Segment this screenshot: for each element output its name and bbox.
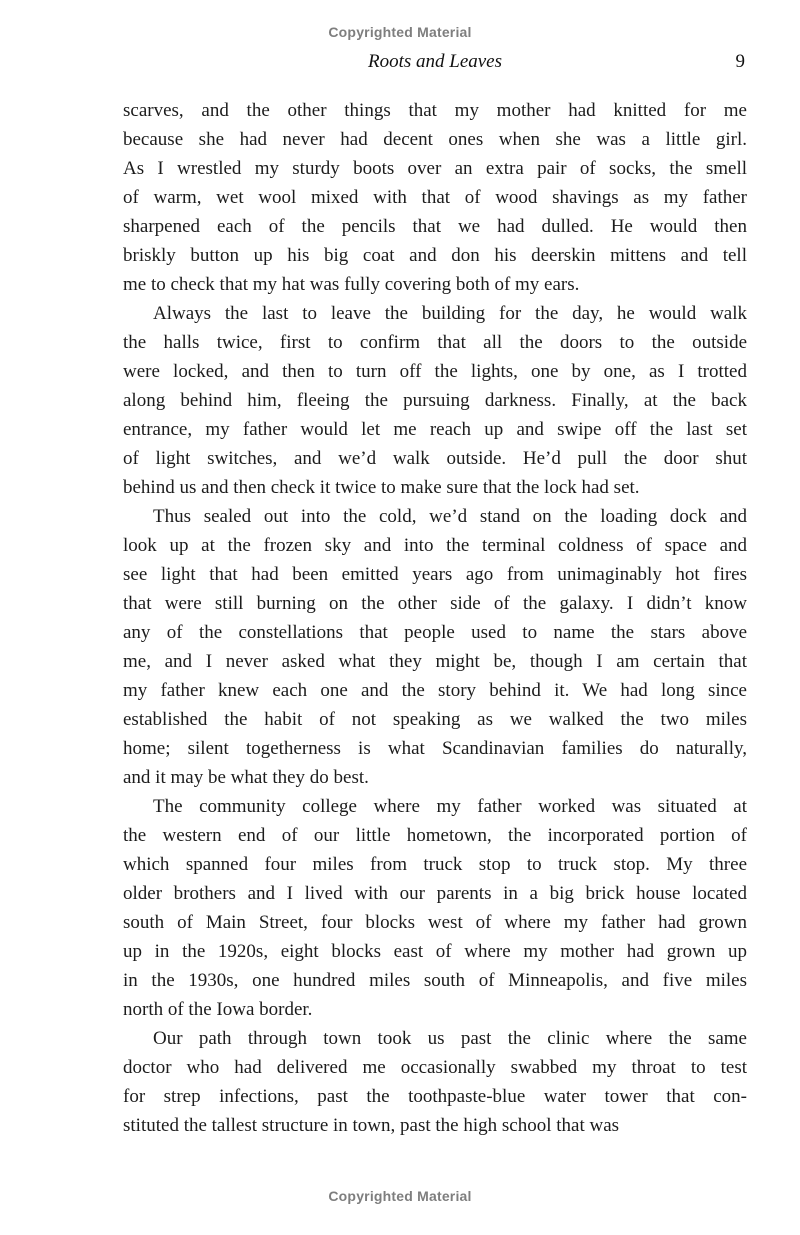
text-line: along behind him, fleeing the pursuing darkness. Finally, at the back — [123, 390, 747, 411]
text-line: behind us and then check it twice to make sure that the lock had set. — [123, 477, 640, 498]
paragraph — [123, 1024, 747, 1140]
text-line: because she had never had decent ones when she was a little girl. — [123, 129, 747, 150]
text-line: and it may be what they do best. — [123, 767, 369, 788]
text-line: look up at the frozen sky and into the terminal coldness of space and — [123, 535, 747, 556]
text-line: me, and I never asked what they might be, though I am certain that — [123, 651, 747, 672]
paragraph — [123, 96, 747, 299]
text-line: were locked, and then to turn off the lights, one by one, as I trotted — [123, 361, 747, 382]
text-line: established the habit of not speaking as we walked the two miles — [123, 709, 747, 730]
paragraph — [123, 502, 747, 792]
page-number: 9 — [735, 51, 745, 72]
text-line: older brothers and I lived with our parents in a big brick house located — [123, 883, 747, 904]
paragraph — [123, 299, 747, 502]
text-line: sharpened each of the pencils that we had dulled. He would then — [123, 216, 747, 237]
text-line: stituted the tallest structure in town, past the high school that was — [123, 1115, 620, 1136]
copyright-notice-top: Copyrighted Material — [328, 24, 472, 40]
text-line: see light that had been emitted years ago from unimaginably hot fires — [123, 564, 747, 585]
text-line: the halls twice, first to confirm that all the doors to the outside — [123, 332, 747, 353]
text-line: south of Main Street, four blocks west of where my father had grown — [123, 912, 747, 933]
page-header — [123, 51, 747, 75]
text-line: of warm, wet wool mixed with that of wood shavings as my father — [123, 187, 747, 208]
text-line: that were still burning on the other side of the galaxy. I didn’t know — [123, 593, 747, 614]
text-line: The community college where my father worked was situated at — [153, 796, 747, 817]
text-line: Our path through town took us past the clinic where the same — [153, 1028, 747, 1049]
text-line: Thus sealed out into the cold, we’d stand on the loading dock and — [153, 506, 747, 527]
text-line: entrance, my father would let me reach up and swipe off the last set — [123, 419, 747, 440]
text-line: Always the last to leave the building for the day, he would walk — [153, 303, 747, 324]
text-line: doctor who had delivered me occasionally swabbed my throat to test — [123, 1057, 747, 1078]
text-line: for strep infections, past the toothpaste-blue water tower that con- — [123, 1086, 747, 1107]
text-line: north of the Iowa border. — [123, 999, 313, 1020]
text-line: in the 1930s, one hundred miles south of Minneapolis, and five miles — [123, 970, 747, 991]
body-text — [123, 96, 747, 1140]
paragraph — [123, 792, 747, 1024]
text-line: my father knew each one and the story behind it. We had long since — [123, 680, 747, 701]
text-line: As I wrestled my sturdy boots over an extra pair of socks, the smell — [123, 158, 747, 179]
text-line: of light switches, and we’d walk outside. He’d pull the door shut — [123, 448, 747, 469]
chapter-title: Roots and Leaves — [367, 51, 503, 72]
text-line: any of the constellations that people used to name the stars above — [123, 622, 747, 643]
text-line: up in the 1920s, eight blocks east of where my mother had grown up — [123, 941, 747, 962]
text-line: home; silent togetherness is what Scandinavian families do naturally, — [123, 738, 747, 759]
text-line: which spanned four miles from truck stop to truck stop. My three — [123, 854, 747, 875]
text-line: scarves, and the other things that my mother had knitted for me — [123, 100, 747, 121]
text-line: briskly button up his big coat and don his deerskin mittens and tell — [123, 245, 747, 266]
copyright-notice-bottom: Copyrighted Material — [328, 1188, 472, 1204]
text-line: the western end of our little hometown, the incorporated portion of — [123, 825, 747, 846]
text-line: me to check that my hat was fully covering both of my ears. — [123, 274, 580, 295]
